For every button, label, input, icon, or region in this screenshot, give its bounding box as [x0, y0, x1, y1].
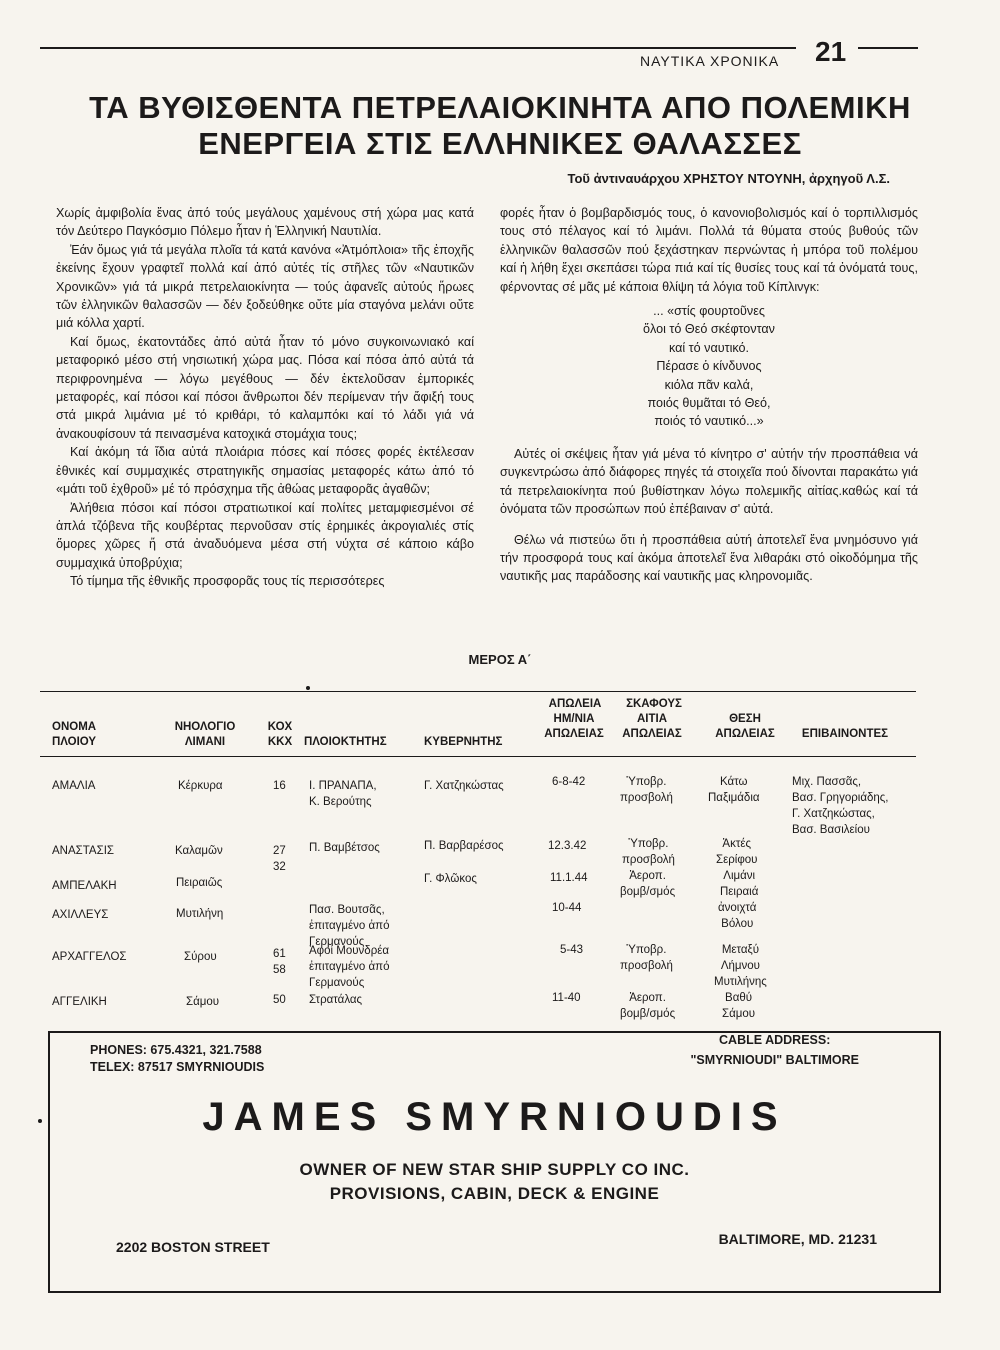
- col-header-owner: ΠΛΟΙΟΚΤΗΤΗΣ: [304, 736, 387, 748]
- poem-line: Πέρασε ὁ κίνδυνος: [656, 359, 762, 374]
- cell-position: Λιμάνι Πειραιά: [720, 870, 759, 898]
- cell-kox: 61 58: [273, 948, 286, 976]
- cell-name: ΑΝΑΣΤΑΣΙΣ: [52, 845, 115, 857]
- cell-captain: Π. Βαρβαρέσος: [424, 840, 504, 852]
- right-column: [500, 204, 918, 586]
- cell-date: 11-40: [552, 992, 581, 1004]
- col-header-captain: ΚΥΒΕΡΝΗΤΗΣ: [424, 736, 503, 748]
- col-header-registry: ΝΗΟΛΟΓΙΟ ΛΙΜΑΝΙ: [174, 721, 236, 748]
- cell-cause: Ἀεροπ. βομβ/σμός: [620, 870, 676, 898]
- cell-registry: Πειραιῶς: [176, 877, 223, 889]
- cell-cause: Ὑποβρ. προσβολή: [620, 776, 673, 804]
- cell-owner: Π. Βαμβέτσος: [309, 842, 380, 854]
- paragraph: Αὐτές οἱ σκέψεις ἦταν γιά μένα τό κίνητρο σ' αὐτήν τήν προσπάθεια νά συγκεντρώσω ἀπό διάφορες πηγές τά στοιχεῖα πού δίνονται παρακάτω γιά τά πετρελαιοκίνητα πού βυθίστηκαν λόγω πολεμικῆς αἰτίας.καθώς καί τά ὀνόματα τῶν προσώπων πού ἐπέβαιναν σ' αὐτά.: [500, 446, 918, 517]
- group-header-loss: ΑΠΩΛΕΙΑ: [548, 698, 602, 710]
- table-top-rule: [40, 691, 916, 692]
- table-header-rule: [40, 756, 916, 757]
- kipling-poem: [500, 302, 918, 431]
- cell-name: ΑΡΧΑΓΓΕΛΟΣ: [52, 951, 127, 963]
- stray-dot: [38, 1119, 42, 1123]
- col-header-position: ΘΕΣΗ ΑΠΩΛΕΙΑΣ: [715, 713, 775, 740]
- cell-name: ΑΧΙΛΛΕΥΣ: [52, 909, 109, 921]
- poem-line: ὅλοι τό Θεό σκέφτονταν: [643, 322, 775, 337]
- cell-date: 12.3.42: [548, 840, 587, 852]
- col-header-kox: ΚΟΧ ΚΚΧ: [267, 721, 293, 748]
- ad-phones: PHONES: 675.4321, 321.7588: [90, 1043, 262, 1057]
- cell-name: ΑΜΠΕΛΑΚΗ: [52, 880, 117, 892]
- cell-crew: Μιχ. Πασσᾶς, Βασ. Γρηγοριάδης, Γ. Χατζηκώστας, Βασ. Βασιλείου: [792, 776, 889, 836]
- paragraph: Θέλω νά πιστεύω ὅτι ἡ προσπάθεια αὐτή ἀποτελεῖ ἕνα μνημόσυνο γιά τήν προσφορά τους καί ἀκόμα ἀποτελεῖ ἕνα λιθαράκι στό οἰκοδόμημα τῆς ναυτικῆς μας παράδοσης καί ναυτικῆς μας κληρονομιᾶς.: [500, 532, 918, 584]
- ad-street: 2202 BOSTON STREET: [116, 1239, 270, 1255]
- header-rule-right: [858, 47, 918, 49]
- cell-owner: Στρατάλας: [309, 994, 363, 1006]
- cell-position: Ἀκτές Σερίφου: [716, 838, 758, 866]
- paragraph: φορές ἦταν ὁ βομβαρδισμός τους, ὁ κανονιοβολισμός καί ὁ τορπιλλισμός τους στό πέλαγος καί τό λιμάνι. Πολλά τά θύματα στούς βυθούς τῶν ἑλληνικῶν θαλασσῶν πού ξεχάστηκαν περνώντας ἡ μπόρα τοῦ πολέμου καί ἡ λήθη ἔχει σκεπάσει τώρα πιά καί τίς θυσίες τους καί τά ὀνόματά τους, φέρνοντας σέ μᾶς μέ κάποια θλίψη τά λόγια τοῦ Κίπλινγκ:: [500, 206, 918, 294]
- cell-registry: Μυτιλήνη: [176, 908, 224, 920]
- paragraph: Τό τίμημα τῆς ἐθνικῆς προσφορᾶς τους τίς περισσότερες: [70, 574, 385, 589]
- poem-line: καί τό ναυτικό.: [668, 340, 750, 355]
- cell-name: ΑΓΓΕΛΙΚΗ: [52, 996, 107, 1008]
- cell-date: 5-43: [560, 944, 584, 956]
- ad-cable: [690, 1030, 859, 1070]
- cell-cause: Ὑποβρ. προσβολή: [622, 838, 675, 866]
- col-header-name: ΟΝΟΜΑ ΠΛΟΙΟΥ: [52, 721, 97, 748]
- poem-line: κιόλα πᾶν καλά,: [664, 377, 754, 392]
- advertisement-box: [48, 1031, 941, 1293]
- cell-cause: Ὑποβρ. προσβολή: [620, 944, 673, 972]
- cell-cause: Ἀεροπ. βομβ/σμός: [620, 992, 676, 1020]
- header-rule-left: [40, 47, 796, 49]
- ad-line-1: OWNER OF NEW STAR SHIP SUPPLY CO INC.: [299, 1160, 690, 1179]
- running-head: ΝΑΥΤΙΚΑ ΧΡΟΝΙΚΑ: [640, 53, 780, 69]
- article-title: [40, 90, 960, 162]
- cell-owner: Ἀφοί Μουνδρέα ἐπιταγμένο ἀπό Γερμανούς: [309, 945, 390, 989]
- cell-position: ἀνοιχτά Βόλου: [718, 902, 757, 930]
- cell-registry: Κέρκυρα: [178, 780, 223, 792]
- cell-registry: Καλαμῶν: [175, 845, 223, 857]
- ad-city: BALTIMORE, MD. 21231: [718, 1231, 877, 1247]
- poem-line: ... «στίς φουρτοῦνες: [653, 304, 765, 319]
- ad-company-name: JAMES SMYRNIOUDIS: [202, 1095, 787, 1139]
- ad-cable-label: CABLE ADDRESS:: [719, 1033, 831, 1047]
- cell-name: ΑΜΑΛΙΑ: [52, 780, 96, 792]
- paragraph: Ἐάν ὅμως γιά τά μεγάλα πλοῖα τά κατά κανόνα «Ἀτμόπλοια» τῆς ἐποχῆς ἐκείνης ἔχουν γραφτεῖ πολλά καί ἀπό αὐτές τίς στῆλες τῶν «Ναυτικῶν Χρονικῶν» γιά τά μικρά πετρελαιοκίνητα — τούς ἀφανεῖς αὐτούς ἥρωες τῶν ἑλληνικῶν θαλασσῶν — δέν ξοδεύθηκε οὔτε μία σταγόνα μελάνι οὔτε μιά κόλλα χαρτί.: [56, 242, 474, 331]
- col-header-date: ΗΜ/ΝΙΑ ΑΠΩΛΕΙΑΣ: [544, 713, 604, 740]
- byline: Τοῦ ἀντιναυάρχου ΧΡΗΣΤΟΥ ΝΤΟΥΝΗ, ἀρχηγοῦ Λ.Σ.: [567, 171, 890, 186]
- cell-captain: Γ. Φλῶκος: [424, 873, 477, 885]
- cell-owner: Ι. ΠΡΑΝΑΠΑ, Κ. Βερούτης: [309, 780, 377, 808]
- ad-cable-value: "SMYRNIOUDI" BALTIMORE: [690, 1053, 859, 1067]
- col-header-crew: ΕΠΙΒΑΙΝΟΝΤΕΣ: [801, 728, 889, 740]
- ad-contact-left: [90, 1042, 264, 1076]
- part-label: ΜΕΡΟΣ Α΄: [468, 652, 532, 667]
- cell-kox: 50: [273, 994, 286, 1006]
- paragraph: Καί ἀκόμη τά ἴδια αὐτά πλοιάρια πόσες καί πόσες φορές ἐκτέλεσαν ἐθνικές καί συμμαχικές στρατηγικῆς σημασίας μεταφορές κάτω ἀπό τό «μάτι τοῦ ἐχθροῦ» μέ τό πρόσχημα τῆς ἀθώας μεταφορᾶς ἀγαθῶν;: [56, 445, 474, 497]
- cell-owner: Πασ. Βουτσᾶς, ἐπιταγμένο ἀπό Γερμανούς: [309, 904, 390, 948]
- ad-telex: TELEX: 87517 SMYRNIOUDIS: [90, 1060, 265, 1074]
- cell-date: 10-44: [552, 902, 582, 914]
- cell-position: Κάτω Παξιμάδια: [708, 776, 760, 804]
- cell-position: Βαθύ Σάμου: [722, 992, 756, 1020]
- poem-line: ποιός θυμᾶται τό Θεό,: [647, 396, 771, 411]
- title-line-2: ΕΝΕΡΓΕΙΑ ΣΤΙΣ ΕΛΛΗΝΙΚΕΣ ΘΑΛΑΣΣΕΣ: [198, 126, 802, 161]
- stray-dot: [306, 686, 310, 690]
- cell-kox: 16: [273, 780, 286, 792]
- cell-captain: Γ. Χατζηκώστας: [424, 780, 504, 792]
- col-header-cause: ΑΙΤΙΑ ΑΠΩΛΕΙΑΣ: [622, 713, 682, 740]
- cell-registry: Σάμου: [186, 996, 220, 1008]
- paragraph: Καί ὅμως, ἑκατοντάδες ἀπό αὐτά ἦταν τό μόνο συγκοινωνιακό καί μεταφορικό μέσο στή νησιωτική χώρα μας. Πόσα καί πόσα ἀπό αὐτά τά περιφρονημένα — λόγω μεγέθους — δέν ἐκτελοῦσαν ἐμπορικές μεταφορές, καί πόσοι καί πόσοι ἄνθρωποι δέν περίμεναν τήν ἄφιξή τους στά μικρά λιμάνια μέ τό κριθάρι, τό καλαμπόκι καί τό λάδι γιά νά ἀνακουφίσουν τά πεινασμένα κατοχικά στομάχια τους;: [56, 334, 474, 441]
- cell-date: 6-8-42: [552, 776, 586, 788]
- paragraph: Ἀλήθεια πόσοι καί πόσοι στρατιωτικοί καί πολίτες μεταμφιεσμένοι σέ ἁπλά τζόβενα τῆς κουβέρτας περνοῦσαν στίς ἐρημικές ἀκρογιαλιές στίς ὅμορες χῶρες ἤ στά ἀναδυόμενα μέσα στή νύχτα σέ κάποιο κάβο συμμαχικά ὑποβρύχια;: [56, 500, 474, 570]
- paragraph: Χωρίς ἀμφιβολία ἕνας ἀπό τούς μεγάλους χαμένους στή χώρα μας κατά τόν Δεύτερο Παγκόσμιο Πόλεμο ἦταν ἡ Ἑλληνική Ναυτιλία.: [56, 206, 474, 239]
- ad-line-2: PROVISIONS, CABIN, DECK & ENGINE: [329, 1184, 660, 1203]
- left-column: [56, 204, 474, 591]
- cell-kox: 27 32: [273, 845, 286, 873]
- page-number: 21: [815, 36, 847, 67]
- poem-line: ποιός τό ναυτικό...»: [654, 414, 764, 429]
- cell-registry: Σύρου: [184, 951, 217, 963]
- cell-date: 11.1.44: [550, 872, 588, 884]
- title-line-1: ΤΑ ΒΥΘΙΣΘΕΝΤΑ ΠΕΤΡΕΛΑΙΟΚΙΝΗΤΑ ΑΠΟ ΠΟΛΕΜΙΚΗ: [89, 90, 911, 125]
- cell-position: Μεταξύ Λήμνου Μυτιλήνης: [714, 944, 767, 988]
- group-header-vessel: ΣΚΑΦΟΥΣ: [626, 698, 682, 710]
